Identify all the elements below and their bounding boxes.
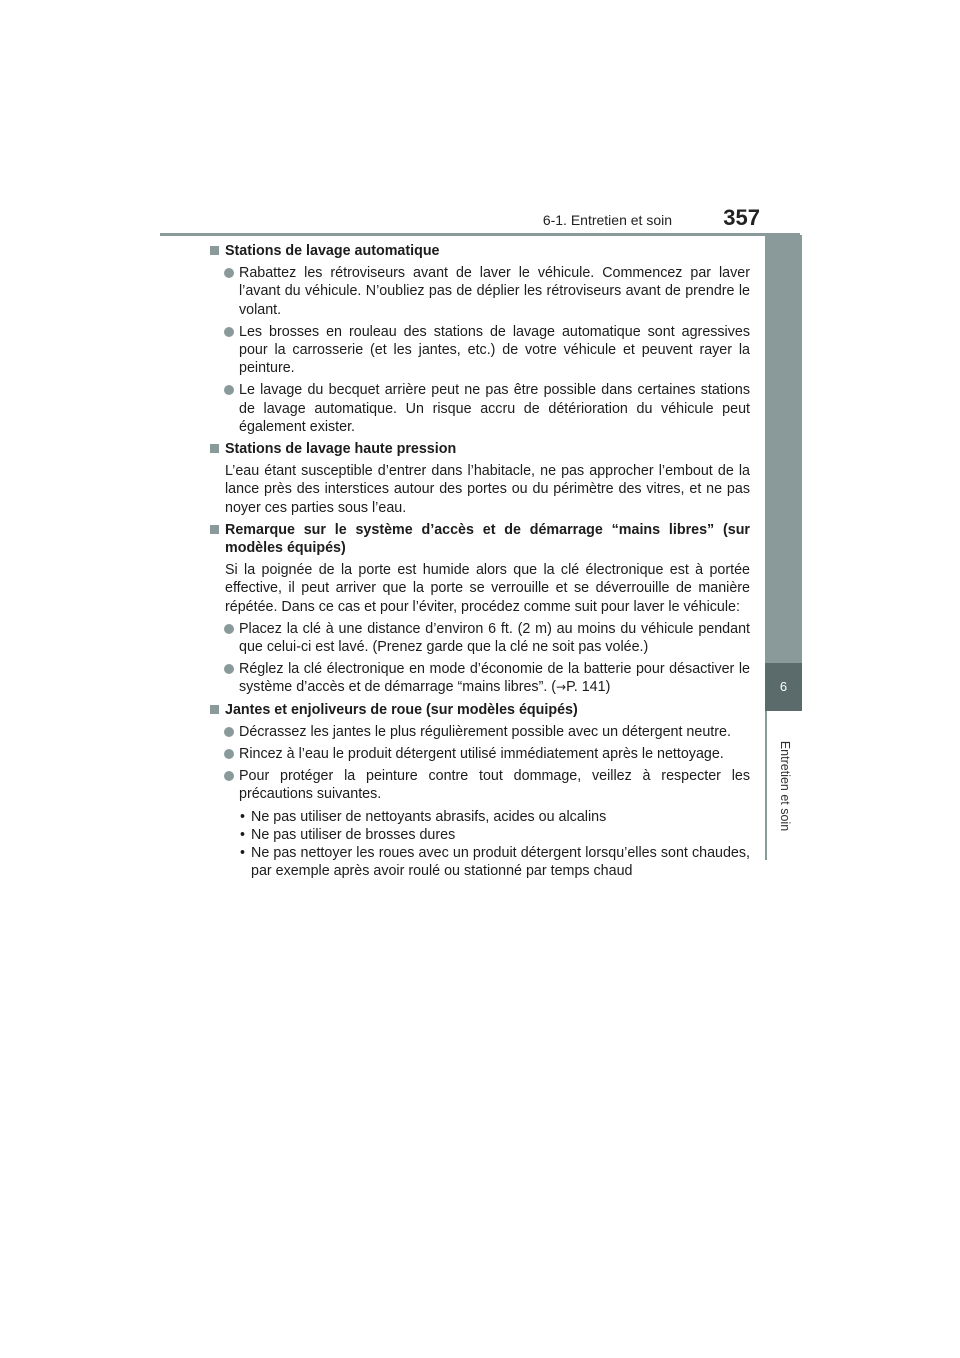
- round-bullet-icon: [224, 771, 234, 781]
- sub-item: [210, 844, 750, 880]
- section-heading: [210, 521, 750, 557]
- sub-item-text: Ne pas nettoyer les roues avec un produit détergent lorsqu’elles sont chaudes, par exemple après avoir roulé ou stationné par temps chaud: [251, 845, 750, 880]
- heading-text: Stations de lavage automatique: [225, 243, 440, 259]
- sub-item-text: Ne pas utiliser de brosses dures: [251, 826, 456, 843]
- section-heading: [210, 242, 750, 260]
- round-bullet-icon: [224, 385, 234, 395]
- bullet-text: Le lavage du becquet arrière peut ne pas être possible dans certaines stations de lavage automatique. Un risque accru de détérioration du véhicule peut également exister.: [239, 382, 750, 435]
- sub-item: [210, 808, 750, 826]
- page-number: 357: [723, 205, 760, 230]
- sub-item: [210, 826, 750, 844]
- bullet-text: Rincez à l’eau le produit détergent utilisé immédiatement après le nettoyage.: [239, 746, 724, 763]
- section-heading: [210, 440, 750, 458]
- sub-item-text: Ne pas utiliser de nettoyants abrasifs, acides ou alcalins: [251, 808, 607, 825]
- chapter-side-tab: [765, 235, 802, 860]
- bullet-item: [210, 767, 750, 803]
- heading-text: Stations de lavage haute pression: [225, 441, 457, 458]
- bullet-text: Réglez la clé électronique en mode d’économie de la batterie pour désactiver le système d’accès et de démarrage “mains libres”. (: [239, 661, 750, 696]
- heading-text: Jantes et enjoliveurs de roue (sur modèles équipés): [225, 701, 578, 718]
- chapter-label-box: [765, 711, 802, 860]
- page-content: [210, 242, 750, 881]
- sub-bullet-mark: •: [240, 826, 246, 843]
- reference-arrow-icon: →: [556, 680, 567, 695]
- square-bullet-icon: [210, 444, 219, 453]
- bullet-item: [210, 745, 750, 763]
- chapter-label: Entretien et soin: [778, 740, 792, 832]
- bullet-text: Placez la clé à une distance d’environ 6 ft. (2 m) au moins du véhicule pendant que celui-ci est lavé. (Prenez garde que la clé ne soit pas volée.): [239, 620, 750, 656]
- square-bullet-icon: [210, 525, 219, 534]
- chapter-number-box: [765, 663, 802, 711]
- bullet-item: [210, 381, 750, 436]
- section-title: 6-1. Entretien et soin: [542, 212, 672, 228]
- page-reference: P. 141): [566, 679, 611, 696]
- round-bullet-icon: [224, 749, 234, 759]
- round-bullet-icon: [224, 727, 234, 737]
- sub-bullet-mark: •: [240, 845, 246, 862]
- tab-bar: [765, 235, 802, 663]
- round-bullet-icon: [224, 268, 234, 278]
- round-bullet-icon: [224, 327, 234, 337]
- sub-bullet-mark: •: [240, 808, 246, 825]
- paragraph: L’eau étant susceptible d’entrer dans l’habitacle, ne pas approcher l’embout de la lance près des interstices autour des portes ou du périmètre des vitres, et ne pas noyer ces parties sous l’eau.: [225, 463, 750, 516]
- bullet-item: [210, 323, 750, 378]
- square-bullet-icon: [210, 705, 219, 714]
- bullet-text: Les brosses en rouleau des stations de lavage automatique sont agressives pour la carrosserie (et les jantes, etc.) de votre véhicule et peuvent rayer la peinture.: [239, 323, 750, 377]
- bullet-item: [210, 723, 750, 741]
- bullet-text: Rabattez les rétroviseurs avant de laver le véhicule. Commencez par laver l’avant du véhicule. N’oubliez pas de déplier les rétroviseurs avant de prendre le volant.: [239, 265, 750, 318]
- round-bullet-icon: [224, 664, 234, 674]
- bullet-item: [210, 264, 750, 319]
- round-bullet-icon: [224, 624, 234, 634]
- bullet-item: [210, 660, 750, 696]
- heading-text: Remarque sur le système d’accès et de démarrage “mains libres” (sur modèles équipés): [225, 521, 750, 557]
- paragraph: Si la poignée de la porte est humide alors que la clé électronique est à portée effective, il peut arriver que la porte se verrouille et se déverrouille de manière répétée. Dans ce cas et pour l’éviter, procédez comme suit pour laver le véhicule:: [225, 562, 750, 615]
- bullet-item: [210, 620, 750, 656]
- square-bullet-icon: [210, 246, 219, 255]
- header-rule: [160, 233, 800, 236]
- chapter-number: 6: [779, 679, 788, 694]
- bullet-text: Pour protéger la peinture contre tout dommage, veillez à respecter les précautions suivantes.: [239, 768, 750, 803]
- page-header: [160, 200, 800, 236]
- bullet-text: Décrassez les jantes le plus régulièrement possible avec un détergent neutre.: [239, 723, 731, 740]
- section-heading: [210, 701, 750, 719]
